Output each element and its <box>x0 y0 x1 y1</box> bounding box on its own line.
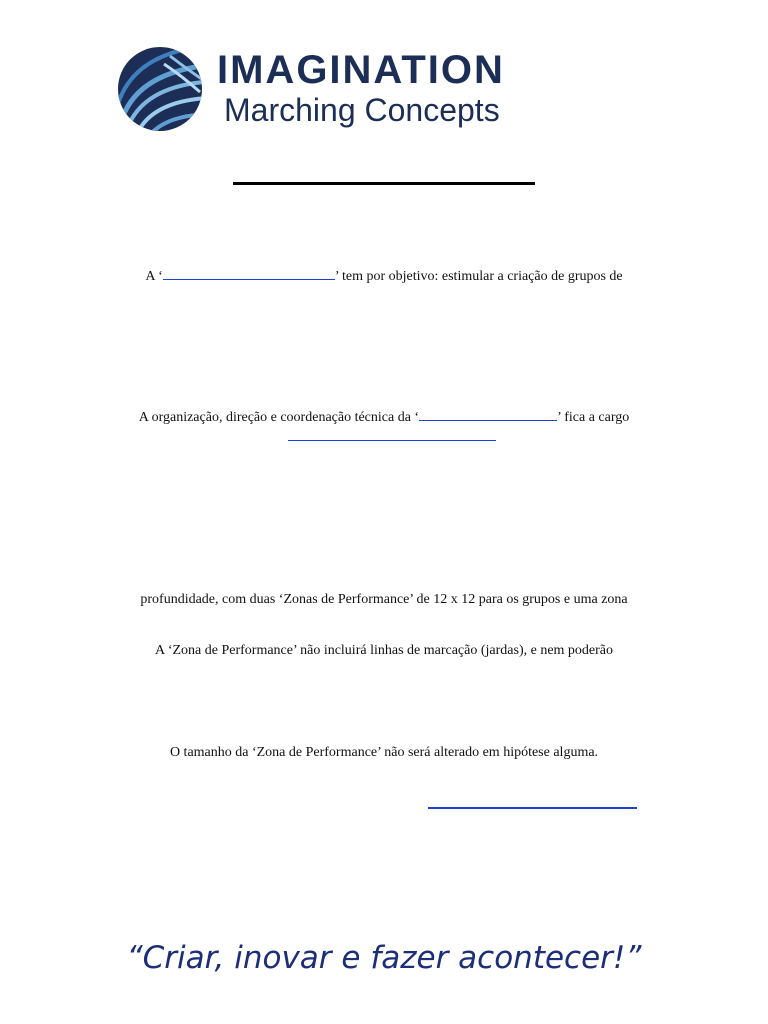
blank-line-organizer <box>288 440 496 441</box>
paragraph-performance-zone: A ‘Zona de Performance’ não incluirá linhas de marcação (jardas), e nem poderão <box>154 643 614 658</box>
paragraph-objective <box>0 267 768 286</box>
paragraph-organization-prefix: A organização, direção e coordenação técnica da ‘ <box>138 410 420 425</box>
blank-line <box>163 267 335 280</box>
slogan: “Criar, inovar e fazer acontecer!” <box>126 940 642 976</box>
title-rule <box>233 182 535 185</box>
paragraph-zone-size: O tamanho da ‘Zona de Performance’ não será alterado em hipótese alguma. <box>169 745 599 760</box>
paragraph-organization-suffix: ’ fica a cargo <box>557 410 630 425</box>
paragraph-organization <box>0 408 768 427</box>
logo <box>112 44 642 134</box>
signature-line <box>428 807 637 809</box>
globe-logo-icon <box>112 46 208 132</box>
paragraph-objective-prefix: A ‘ <box>145 269 163 284</box>
logo-title: IMAGINATION <box>217 48 505 92</box>
paragraph-objective-suffix: ’ tem por objetivo: estimular a criação de grupos de <box>334 269 623 284</box>
blank-line <box>419 408 557 421</box>
paragraph-depth: profundidade, com duas ‘Zonas de Performance’ de 12 x 12 para os grupos e uma zona <box>140 592 628 607</box>
logo-subtitle: Marching Concepts <box>224 92 500 128</box>
